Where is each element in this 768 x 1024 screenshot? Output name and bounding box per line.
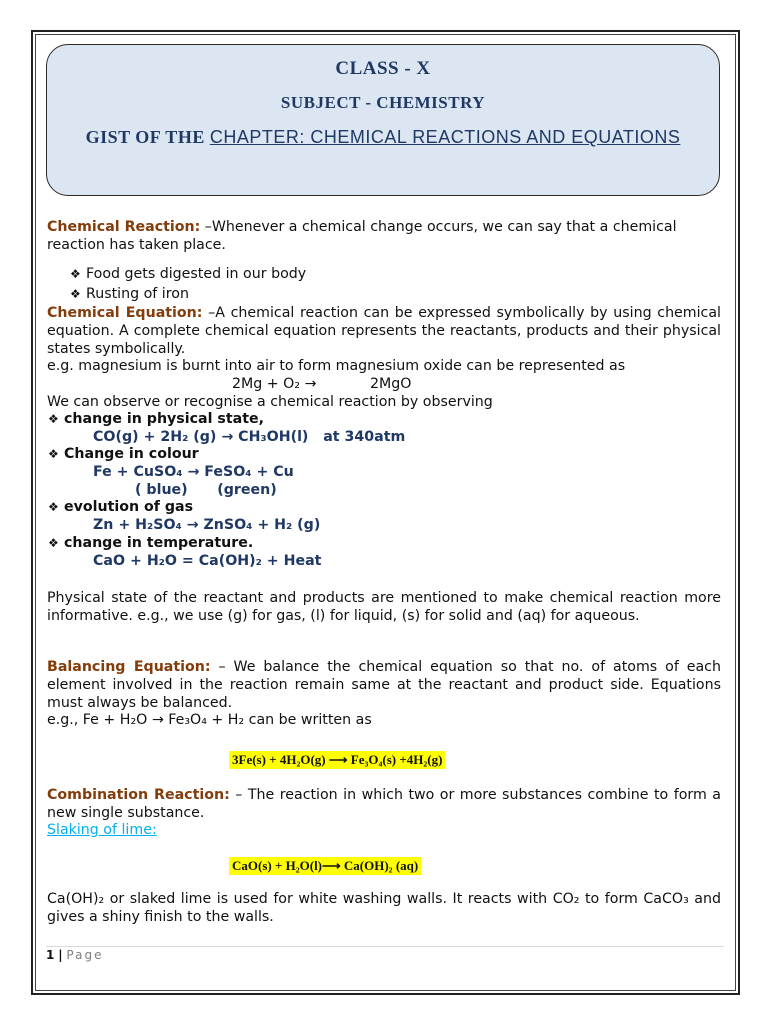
balanced-equation: 3Fe(s) + 4H₂O(g) ⟶ Fe₃O₄(s) +4H₂(g) <box>229 751 445 769</box>
combination-term: Combination Reaction: <box>47 787 230 803</box>
physical-state-equation: CO(g) + 2H₂ (g) → CH₃OH(l) at 340atm <box>93 429 406 445</box>
title-box <box>46 44 720 196</box>
chemical-reaction-term: Chemical Reaction: <box>47 219 201 235</box>
footer-separator: | <box>58 948 63 962</box>
chemical-reaction-paragraph <box>47 218 721 254</box>
gas-evolution-equation: Zn + H₂SO₄ → ZnSO₄ + H₂ (g) <box>93 517 321 533</box>
balancing-definition: – We balance the chemical equation so that no. of atoms of each element involved in the reaction remain same at the reactant and product side. Equations must always be balanced. <box>47 659 721 711</box>
list-item: ❖ Rusting of iron <box>70 285 306 305</box>
physical-state-paragraph: Physical state of the reactant and products are mentioned to make chemical reaction more informative. e.g., we use (g) for gas, (l) for liquid, (s) for solid and (aq) for aqueous. <box>47 590 721 624</box>
observe-intro: We can observe or recognise a chemical reaction by observing <box>47 394 493 410</box>
page-label: Page <box>66 948 104 962</box>
class-title: CLASS - X <box>335 58 431 79</box>
observation-heading: ❖ change in temperature. <box>48 535 254 551</box>
reaction-examples-list <box>70 265 306 304</box>
page-footer <box>46 948 103 962</box>
gist-prefix: GIST OF THE <box>85 127 210 147</box>
balancing-example-intro: e.g., Fe + H₂O → Fe₃O₄ + H₂ can be written as <box>47 712 372 728</box>
balancing-term: Balancing Equation: <box>47 659 211 675</box>
magnesium-equation-rhs: 2MgO <box>370 376 412 392</box>
combination-paragraph <box>47 786 721 822</box>
diamond-bullet-icon: ❖ <box>48 412 59 426</box>
diamond-bullet-icon: ❖ <box>48 447 59 461</box>
diamond-bullet-icon: ❖ <box>70 267 81 281</box>
temperature-change-equation: CaO + H₂O = Ca(OH)₂ + Heat <box>93 553 322 569</box>
subject-title: SUBJECT - CHEMISTRY <box>280 93 486 112</box>
footer-divider <box>46 946 724 947</box>
magnesium-equation-lhs: 2Mg + O₂ → <box>232 376 317 392</box>
diamond-bullet-icon: ❖ <box>70 286 81 301</box>
observation-heading: ❖ Change in colour <box>48 446 199 462</box>
observation-heading: ❖ evolution of gas <box>48 499 194 515</box>
colour-labels: ( blue) (green) <box>135 482 277 498</box>
diamond-bullet-icon: ❖ <box>48 500 59 514</box>
diamond-bullet-icon: ❖ <box>48 536 59 550</box>
chemical-equation-definition: –A chemical reaction can be expressed symbolically by using chemical equation. A complete chemical equation represents the reactants, products and their physical states symbolically. <box>47 305 721 357</box>
page-number: 1 <box>46 948 55 962</box>
chemical-equation-term: Chemical Equation: <box>47 305 203 321</box>
combination-definition: – The reaction in which two or more substances combine to form a new single substance. <box>47 787 721 821</box>
chemical-equation-paragraph <box>47 304 721 358</box>
chapter-title <box>47 127 719 148</box>
balancing-paragraph <box>47 658 721 712</box>
chemical-reaction-definition: –Whenever a chemical change occurs, we can say that a chemical reaction has taken place. <box>47 219 677 253</box>
colour-change-equation: Fe + CuSO₄ → FeSO₄ + Cu <box>93 464 294 480</box>
observation-heading: ❖ change in physical state, <box>48 411 264 427</box>
slaking-equation: CaO(s) + H₂O(l)⟶ Ca(OH)₂ (aq) <box>229 857 421 875</box>
chapter-name: CHAPTER: CHEMICAL REACTIONS AND EQUATIONS <box>209 127 681 147</box>
slaking-of-lime-link[interactable]: Slaking of lime: <box>47 822 157 838</box>
magnesium-example-intro: e.g. magnesium is burnt into air to form magnesium oxide can be represented as <box>47 358 626 374</box>
list-item: ❖ Food gets digested in our body <box>70 265 306 285</box>
slaked-lime-note: Ca(OH)₂ or slaked lime is used for white washing walls. It reacts with CO₂ to form CaCO₃ and gives a shiny finish to the walls. <box>47 891 721 925</box>
